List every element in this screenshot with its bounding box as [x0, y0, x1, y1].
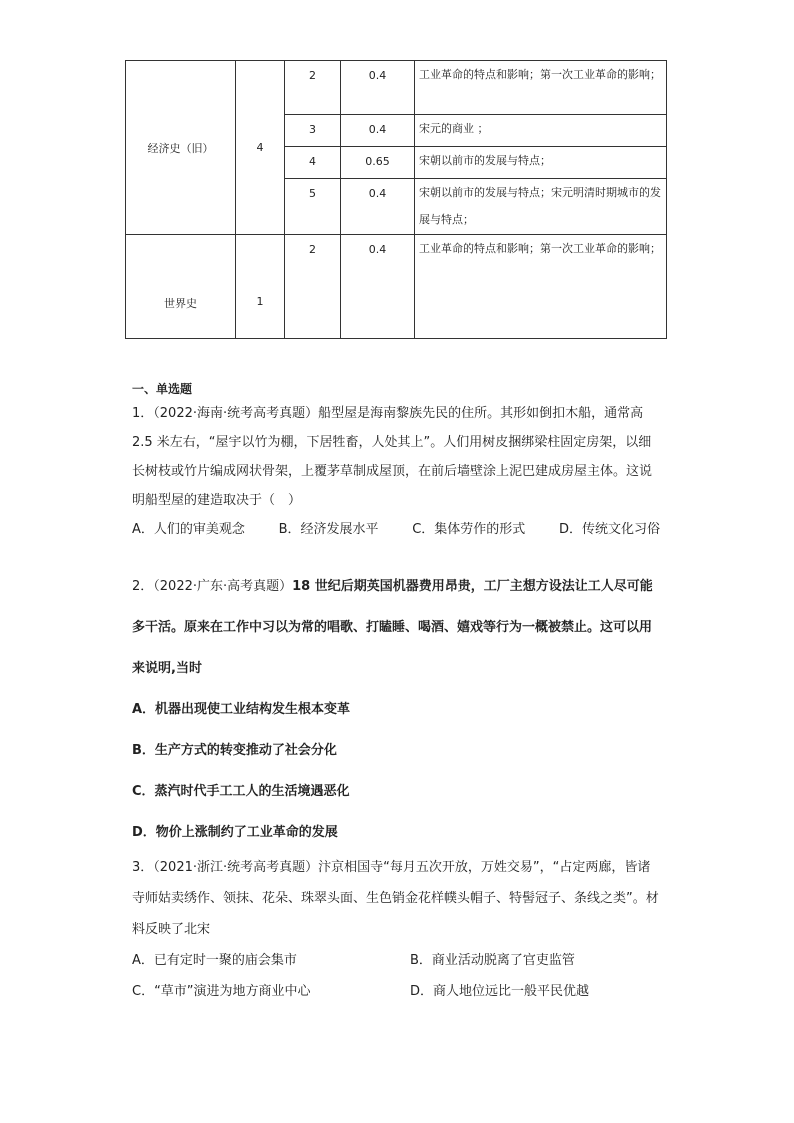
option-c: C．“草市”演进为地方商业中心: [132, 984, 311, 999]
option-c: C．集体劳作的形式: [412, 522, 526, 537]
question-number-cell: 5: [285, 179, 341, 235]
option-d: D．物价上涨制约了工业革命的发展: [132, 825, 338, 840]
section-heading: 一、单选题: [132, 382, 193, 396]
question-3: [132, 852, 662, 1007]
option-a: A．已有定时一聚的庙会集市: [132, 953, 297, 968]
knowledge-points-cell: 工业革命的特点和影响；第一次工业革命的影响；: [415, 61, 667, 115]
score-cell: 0.65: [341, 147, 415, 179]
option-b: B．经济发展水平: [278, 522, 379, 537]
option-a: A．人们的审美观念: [132, 522, 245, 537]
question-source: 2．（2022·广东·高考真题）: [132, 579, 293, 594]
score-cell: 0.4: [341, 61, 415, 115]
question-2: [132, 566, 662, 853]
options: [132, 515, 660, 544]
table-row: [126, 61, 667, 115]
option-b: B．生产方式的转变推动了社会分化: [132, 743, 337, 758]
option-d: D．传统文化习俗: [558, 522, 660, 537]
question-number-cell: 2: [285, 235, 341, 339]
knowledge-points-cell: 宋朝以前市的发展与特点；: [415, 147, 667, 179]
score-cell: 0.4: [341, 179, 415, 235]
knowledge-points-cell: 宋元的商业 ；: [415, 115, 667, 147]
question-stem: [132, 566, 662, 689]
count-cell: 1: [236, 235, 285, 339]
question-number-cell: 2: [285, 61, 341, 115]
question-stem: 3．（2021·浙江·统考高考真题）汴京相国寺“每月五次开放，万姓交易”，“占定两廊，皆诸寺师姑卖绣作、领抹、花朵、珠翠头面、生色销金花样幞头帽子、特髻冠子、条线之类”。材料反映了北宋: [132, 860, 659, 937]
option-b: B．商业活动脱离了官吏监管: [410, 953, 575, 968]
question-1: [132, 399, 662, 544]
knowledge-points-cell: 工业革命的特点和影响；第一次工业革命的影响；: [415, 235, 667, 339]
score-cell: 0.4: [341, 235, 415, 339]
option-c: C．蒸汽时代手工工人的生活境遇恶化: [132, 784, 350, 799]
question-text: 18 世纪后期英国机器费用昂贵，工厂主想方设法让工人尽可能多干活。原来在工作中习以为常的唱歌、打瞌睡、喝酒、嬉戏等行为一概被禁止。这可以用来说明,当时: [132, 579, 653, 676]
option-a: A．机器出现使工业结构发生根本变革: [132, 702, 351, 717]
question-stem: 1．（2022·海南·统考高考真题）船型屋是海南黎族先民的住所。其形如倒扣木船，通常高 2.5 米左右，“屋宇以竹为棚，下居牲畜，人处其上”。人们用树皮捆绑梁柱固定房架，以细长树枝或竹片编成网状骨架，上覆茅草制成屋顶，在前后墙壁涂上泥巴建成房屋主体。这说明船型屋的建造取决于（ ）: [132, 406, 653, 508]
option-d: D．商人地位远比一般平民优越: [410, 984, 590, 999]
question-number-cell: 4: [285, 147, 341, 179]
module-cell: 世界史: [126, 235, 236, 339]
knowledge-distribution-table: [125, 60, 667, 339]
count-cell: 4: [236, 61, 285, 235]
table-row: [126, 235, 667, 339]
question-number-cell: 3: [285, 115, 341, 147]
options: [132, 945, 662, 1007]
module-cell: 经济史（旧）: [126, 61, 236, 235]
score-cell: 0.4: [341, 115, 415, 147]
knowledge-points-cell: 宋朝以前市的发展与特点；宋元明清时期城市的发展与特点；: [415, 179, 667, 235]
